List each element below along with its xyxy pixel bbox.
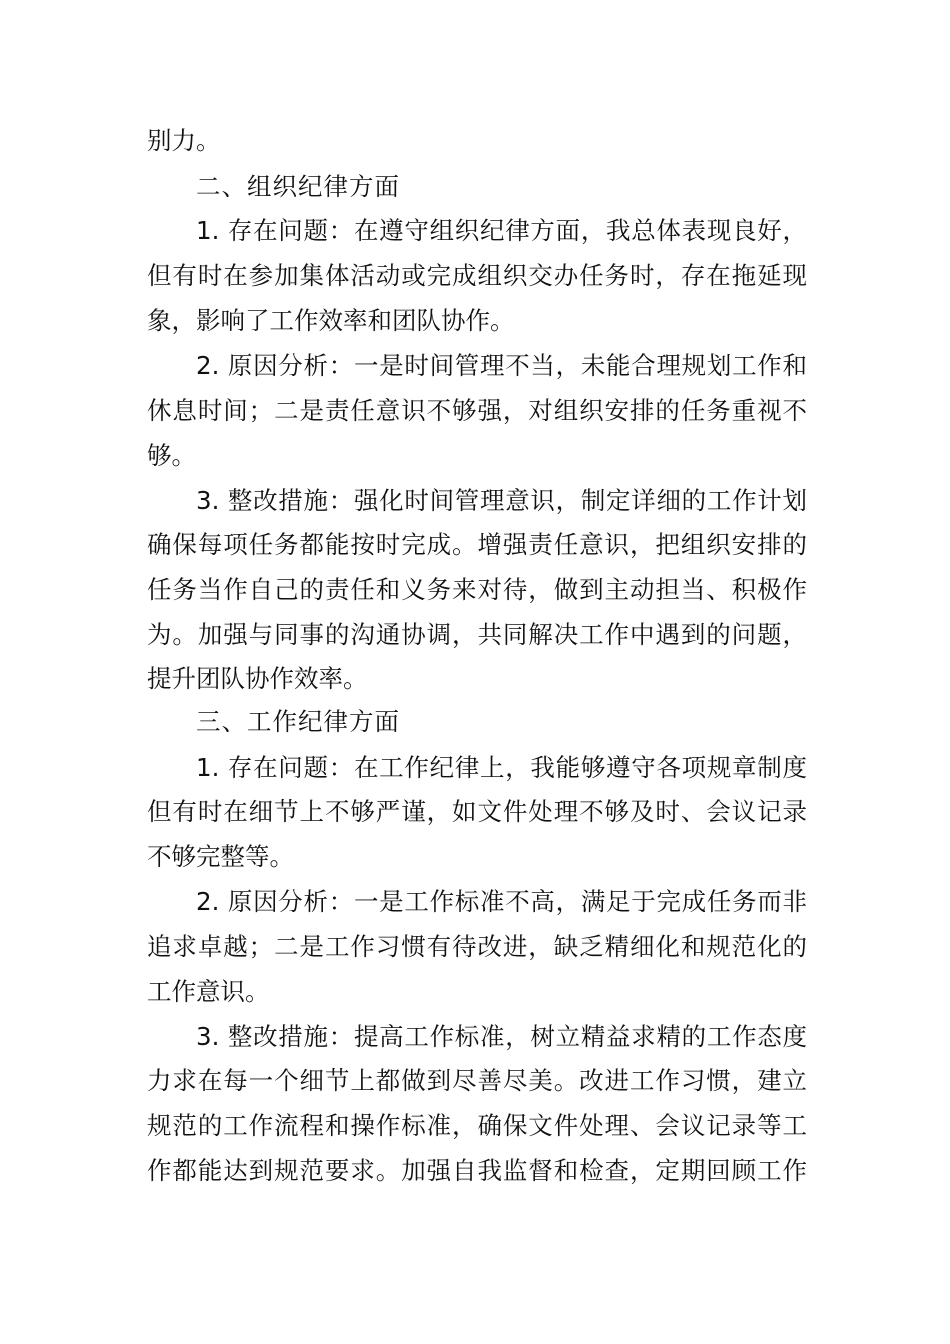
paragraph-line (196, 486, 807, 516)
item-lead: 3. 整改措施： (196, 1022, 354, 1051)
paragraph-line: 追求卓越；二是工作习惯有待改进，缺乏精细化和规范化的 (147, 932, 807, 961)
paragraph-line (196, 887, 807, 917)
paragraph-line (196, 1022, 807, 1052)
paragraph-line: 规范的工作流程和操作标准，确保文件处理、会议记录等工 (147, 1111, 807, 1140)
paragraph-line: 工作意识。 (147, 977, 270, 1006)
section-heading-work-discipline: 三、工作纪律方面 (196, 707, 400, 736)
paragraph-line: 为。加强与同事的沟通协调，共同解决工作中遇到的问题， (147, 620, 807, 649)
item-lead: 1. 存在问题： (196, 216, 354, 245)
paragraph-line (196, 753, 807, 783)
paragraph-line: 象，影响了工作效率和团队协作。 (147, 306, 515, 335)
paragraph-line: 力求在每一个细节上都做到尽善尽美。改进工作习惯，建立 (147, 1066, 807, 1095)
item-lead: 2. 原因分析： (196, 887, 354, 916)
paragraph-line: 但有时在参加集体活动或完成组织交办任务时，存在拖延现 (147, 261, 807, 290)
item-text: 在工作纪律上，我能够遵守各项规章制度 (353, 753, 808, 782)
paragraph-line: 任务当作自己的责任和义务来对待，做到主动担当、积极作 (147, 575, 807, 604)
continuation-line: 别力。 (147, 126, 221, 155)
paragraph-line: 作都能达到规范要求。加强自我监督和检查，定期回顾工作 (147, 1156, 807, 1185)
paragraph-line: 但有时在细节上不够严谨，如文件处理不够及时、会议记录 (147, 797, 807, 826)
item-text: 提高工作标准，树立精益求精的工作态度 (353, 1022, 808, 1051)
item-lead: 1. 存在问题： (196, 753, 354, 782)
item-text: 一是时间管理不当，未能合理规划工作和 (353, 351, 808, 380)
paragraph-line (196, 216, 807, 246)
item-lead: 3. 整改措施： (196, 486, 354, 515)
paragraph-line: 提升团队协作效率。 (147, 664, 368, 693)
item-lead: 2. 原因分析： (196, 351, 354, 380)
item-text: 一是工作标准不高，满足于完成任务而非 (353, 887, 808, 916)
paragraph-line: 休息时间；二是责任意识不够强，对组织安排的任务重视不 (147, 396, 807, 425)
paragraph-line (196, 351, 807, 381)
paragraph-line: 够。 (147, 441, 196, 470)
paragraph-line: 确保每项任务都能按时完成。增强责任意识，把组织安排的 (147, 530, 807, 559)
paragraph-line: 不够完整等。 (147, 842, 294, 871)
item-text: 在遵守组织纪律方面，我总体表现良好， (353, 216, 808, 245)
section-heading-organization-discipline: 二、组织纪律方面 (196, 172, 400, 201)
item-text: 强化时间管理意识，制定详细的工作计划 (353, 486, 808, 515)
